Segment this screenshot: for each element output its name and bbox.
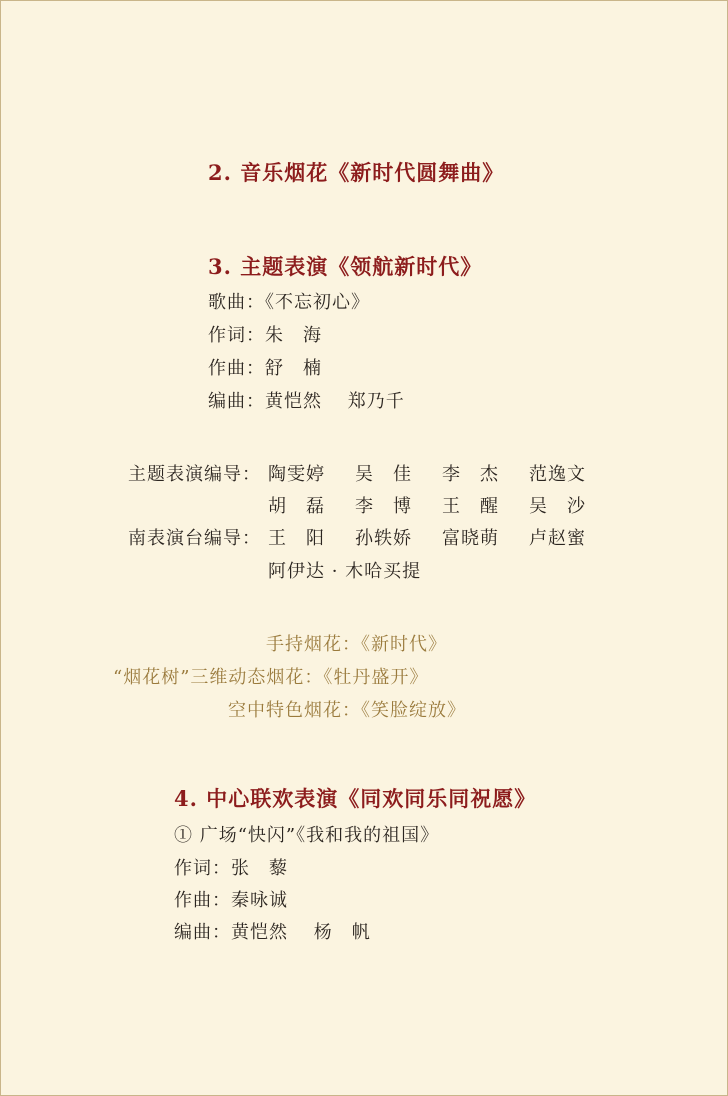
choreographer-name: 王 阳	[268, 528, 325, 549]
arranger-line: 编曲：黄恺然 郑乃千	[208, 391, 405, 412]
section-4-title: 4. 中心联欢表演《同欢同乐同祝愿》	[174, 786, 537, 811]
choreographer-name: 王 醒	[442, 496, 499, 517]
firework-tree: “烟花树”三维动态烟花：《牡丹盛开》	[113, 667, 429, 688]
section-3-title: 3. 主题表演《领航新时代》	[208, 254, 483, 279]
south-stage-row-2: 阿伊达 · 木哈买提	[268, 561, 422, 582]
aerial-fireworks: 空中特色烟花：《笑脸绽放》	[228, 700, 466, 721]
composer-line-4: 作曲：秦咏诚	[174, 890, 288, 911]
choreographer-name: 李 博	[355, 496, 412, 517]
south-stage-label: 南表演台编导：	[128, 528, 261, 549]
choreographer-name: 孙轶娇	[355, 528, 412, 549]
section-2-title: 2. 音乐烟花《新时代圆舞曲》	[208, 160, 505, 185]
handheld-fireworks: 手持烟花：《新时代》	[266, 634, 447, 655]
choreographer-name: 陶雯婷	[268, 464, 325, 485]
song-line: 歌曲：《不忘初心》	[208, 292, 370, 313]
choreographer-name: 李 杰	[442, 464, 499, 485]
choreographer-name: 胡 磊	[268, 496, 325, 517]
choreographers-label: 主题表演编导：	[128, 464, 261, 485]
arranger-line-4: 编曲：黄恺然 杨 帆	[174, 922, 371, 943]
lyrics-line: 作词：朱 海	[208, 325, 322, 346]
choreographers-row-1	[268, 460, 616, 486]
choreographer-name: 卢赵蜜	[529, 528, 586, 549]
choreographer-name: 吴 佳	[355, 464, 412, 485]
choreographers-row-2	[268, 492, 616, 518]
south-stage-row-1	[268, 524, 616, 550]
flash-mob-line: ① 广场“快闪”《我和我的祖国》	[174, 825, 440, 846]
choreographer-name: 范逸文	[529, 464, 586, 485]
choreographer-name: 吴 沙	[529, 496, 586, 517]
lyrics-line-4: 作词：张 藜	[174, 858, 288, 879]
composer-line: 作曲：舒 楠	[208, 358, 322, 379]
choreographer-name: 富晓萌	[442, 528, 499, 549]
